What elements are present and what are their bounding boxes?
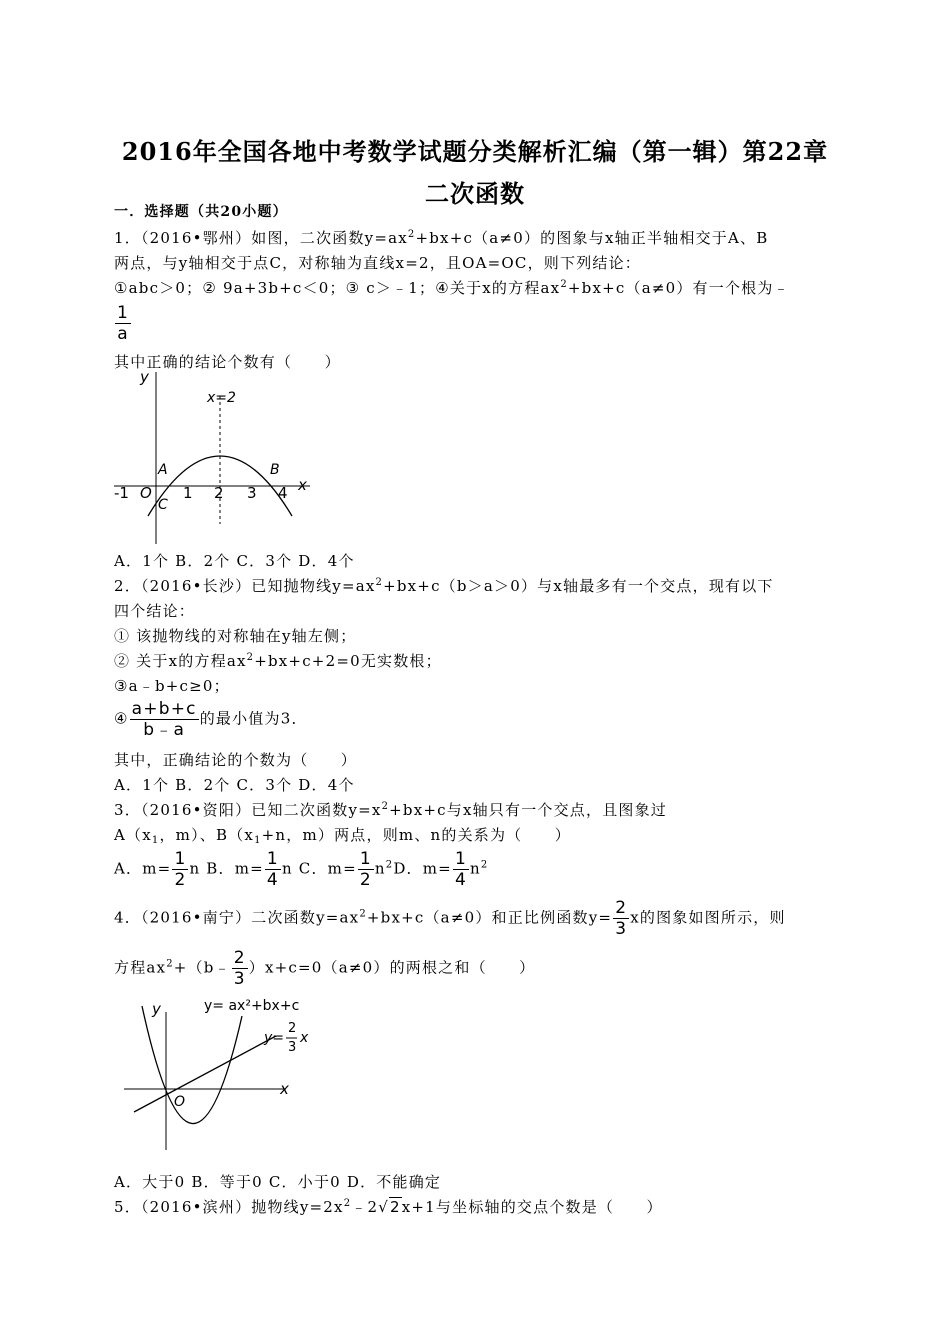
- q3-options: A．m= $\frac{1}{2}$ n B．m= $\frac{1}{4}$ n C．m= $\frac{1}{2}$ $n^2D$．m= $\frac{1}{4}$ $n^2$: [114, 849, 489, 890]
- q1-label-symmetry: x=2: [207, 390, 236, 406]
- q4-label-line-prefix: y=: [264, 1030, 285, 1046]
- q3-line1: 3．（2016•资阳）已知二次函数$y=x^2+bx+c$与x轴只有一个交点，且图象过: [114, 801, 668, 819]
- q2-line2: 四个结论：: [114, 602, 196, 620]
- q3-option-c-fraction: $\frac{1}{2}$: [359, 849, 372, 890]
- q4-proportional-line: [134, 1036, 276, 1112]
- q1-line2: 两点，与y轴相交于点C，对称轴为直线x=2，且OA=OC，则下列结论：: [114, 254, 641, 272]
- q4-label-line-den: 3: [288, 1040, 297, 1055]
- q2-line6: ④ $\frac{a+b+c}{b﹣a}$ 的最小值为3．: [114, 699, 308, 740]
- doc-title-line2: 二次函数: [425, 179, 525, 208]
- doc-title-line1: 2016年全国各地中考数学试题分类解析汇编（第一辑）第22章: [121, 137, 829, 166]
- q4-parabola-curve: [142, 1006, 242, 1124]
- q3-option-b-fraction: $\frac{1}{4}$: [266, 849, 279, 890]
- q1-label-a: A: [158, 462, 168, 478]
- q2-line5: ③a﹣b+c≥0；: [114, 677, 230, 695]
- q4-label-parabola: y= ax²+bx+c: [204, 998, 300, 1014]
- q5-line1: 5．（2016•滨州）抛物线$y=2x^2﹣2√2x+1$与坐标轴的交点个数是（ ）: [114, 1198, 663, 1216]
- q1-fraction-line: [114, 303, 132, 344]
- q4-options: A．大于0 B．等于0 C．小于0 D．不能确定: [114, 1173, 442, 1191]
- q3-option-d-fraction: $\frac{1}{4}$: [454, 849, 467, 890]
- q1-parabola-figure: [110, 366, 320, 548]
- q1-line3: ①abc＞0；② 9a+3b+c＜0；③ c＞﹣1；④关于x的方程$ax^2+bx+c(a\ne 0)$有一个根为﹣: [114, 279, 790, 297]
- q4-line-slope-fraction: $\frac{2}{3}$: [615, 898, 628, 939]
- q4-label-line-suffix: x: [300, 1030, 309, 1046]
- q1-tick-minus1: -1: [114, 484, 129, 502]
- q1-tick-1: 1: [183, 484, 193, 502]
- q2-line1: 2．（2016•长沙）已知抛物线$y=ax^2+bx+c(b>a>0)$与x轴最多有一个交点，现有以下: [114, 577, 774, 595]
- q2-options: A．1个 B．2个 C．3个 D．4个: [114, 776, 355, 794]
- section-heading: 一．选择题（共20小题）: [114, 204, 288, 220]
- q1-line1: 1．（2016•鄂州）如图，二次函数$y=ax^2+bx+c(a\ne 0)$的图象与x轴正半轴相交于A、B: [114, 229, 769, 247]
- q1-line4: 其中正确的结论个数有（ ）: [114, 353, 341, 371]
- q2-line3: ① 该抛物线的对称轴在y轴左侧；: [114, 627, 357, 645]
- q3-line2: $A(x_1$，m）、$B(x_1+n$，m）两点，则m、n的关系为（ ）: [114, 826, 571, 846]
- q4-graph-figure: [114, 994, 314, 1154]
- q3-option-a-fraction: $\frac{1}{2}$: [174, 849, 187, 890]
- q1-label-x: x: [298, 476, 307, 494]
- q1-root-fraction: $\frac{1}{a}$: [117, 303, 130, 344]
- q1-label-b: B: [270, 462, 280, 478]
- q1-options: A．1个 B．2个 C．3个 D．4个: [114, 552, 355, 570]
- q1-tick-2: 2: [214, 484, 224, 502]
- q4-line1: 4．（2016•南宁）二次函数$y=ax^2+bx+c(a\ne 0)$和正比例函数y= $\frac{2}{3}$ x的图象如图所示，则: [114, 898, 786, 939]
- q2-line7: 其中，正确结论的个数为（ ）: [114, 751, 358, 769]
- q1-label-c: C: [158, 497, 168, 513]
- q4-label-y: y: [152, 1000, 161, 1018]
- q5-sqrt: √2: [378, 1198, 401, 1216]
- q4-label-o: O: [174, 1094, 186, 1110]
- q4-equation-fraction: $\frac{2}{3}$: [233, 948, 246, 989]
- q4-line2: 方程$ax^2+(b﹣$ $\frac{2}{3}$ ）x+c=0（a≠0）的两根之和（ ）: [114, 948, 536, 989]
- q2-fraction: $\frac{a+b+c}{b﹣a}$: [131, 699, 197, 740]
- q1-label-y: y: [140, 368, 149, 386]
- q4-label-line-num: 2: [288, 1021, 297, 1036]
- q1-label-o: O: [140, 484, 152, 502]
- q1-tick-4: 4: [278, 484, 288, 502]
- q1-tick-3: 3: [247, 484, 257, 502]
- q2-line4: ② 关于x的方程$ax^2+bx+c+2=0$无实数根；: [114, 652, 442, 670]
- q4-label-x: x: [280, 1080, 289, 1098]
